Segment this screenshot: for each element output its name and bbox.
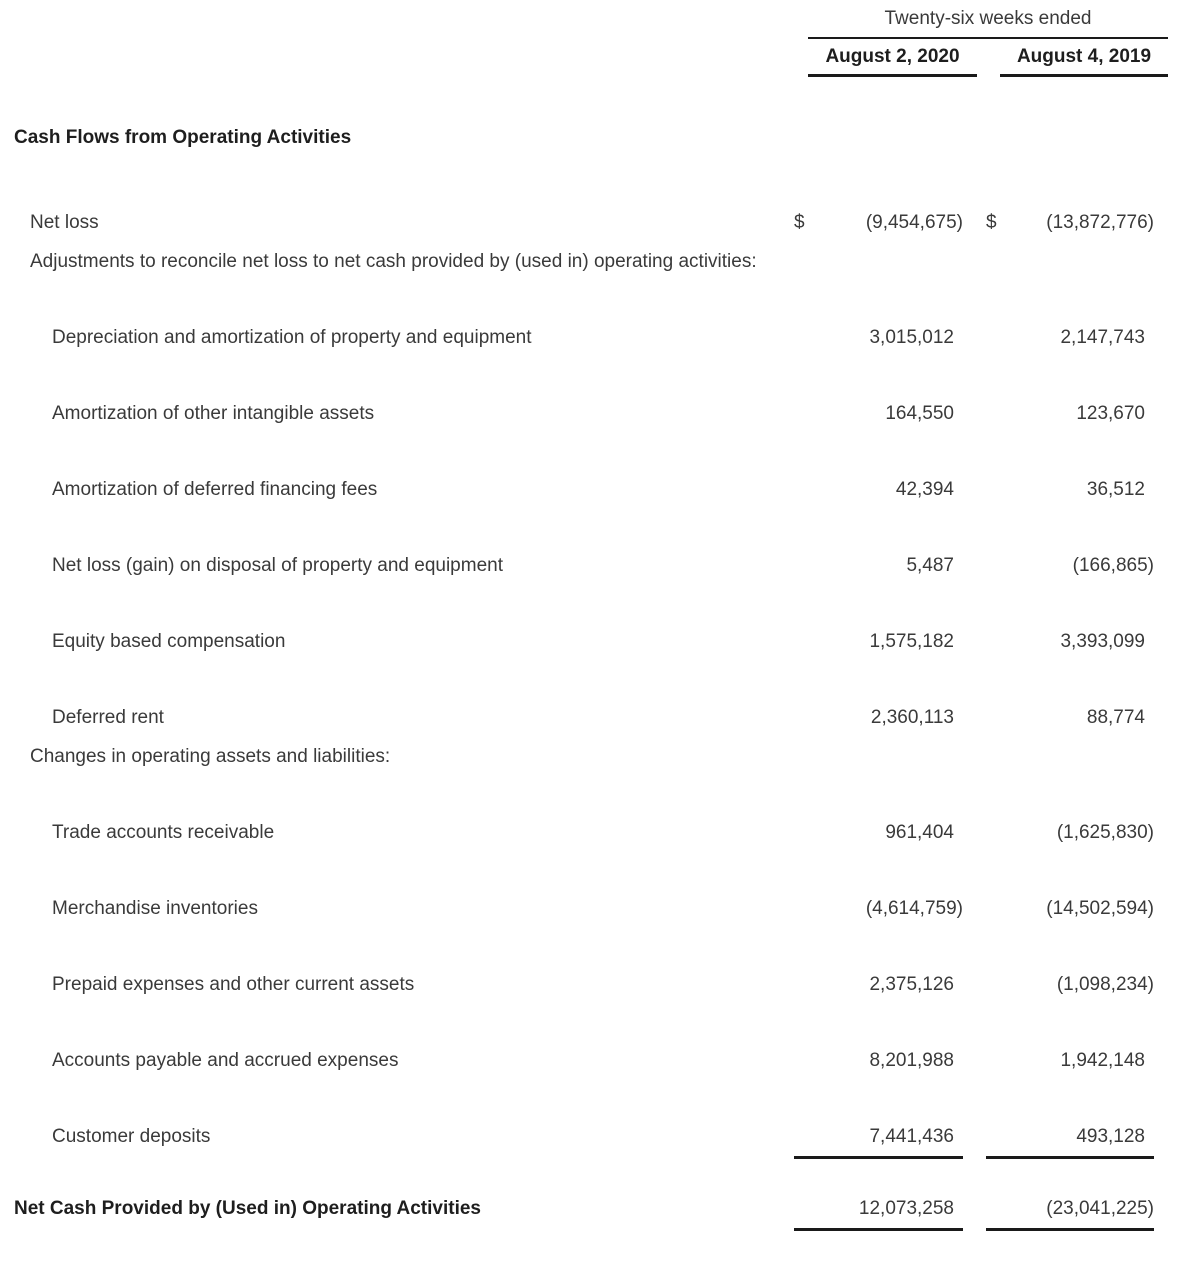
value-2020 (794, 1117, 963, 1159)
row-label: Equity based compensation (52, 631, 286, 652)
amount: 2,360,113 (870, 707, 954, 728)
value-2020 (794, 622, 963, 661)
amount: 36,512 (1086, 479, 1145, 500)
amount: 164,550 (885, 403, 954, 424)
amount: (14,502,594) (1046, 898, 1154, 919)
table-row-merchandise-inventories (14, 889, 1168, 928)
value-2020 (794, 813, 963, 852)
amount: 7,441,436 (869, 1126, 954, 1147)
period-header: Twenty-six weeks ended (808, 8, 1168, 39)
value-2019 (986, 318, 1154, 357)
value-2019 (986, 470, 1154, 509)
value-2020 (794, 1189, 963, 1231)
value-2020 (794, 394, 963, 433)
row-label: Changes in operating assets and liabilities: (30, 746, 391, 767)
value-2020 (794, 1041, 963, 1080)
table-row-customer-deposits (14, 1117, 1168, 1159)
table-row-net-loss (14, 203, 1168, 242)
row-label: Adjustments to reconcile net loss to net cash provided by (used in) operating activities: (30, 251, 757, 272)
row-label: Net loss (30, 212, 99, 233)
value-2020 (794, 203, 963, 242)
amount: (9,454,675) (865, 212, 963, 233)
table-row-net-loss-gain-disposal (14, 546, 1168, 585)
amount: (13,872,776) (1046, 212, 1154, 233)
row-label: Merchandise inventories (52, 898, 258, 919)
amount: (4,614,759) (865, 898, 963, 919)
table-row-prepaid-expenses (14, 965, 1168, 1004)
row-label: Customer deposits (52, 1126, 211, 1147)
value-2020 (794, 698, 963, 737)
amount: 5,487 (906, 555, 954, 576)
value-2019 (986, 546, 1154, 585)
table-row-depreciation (14, 318, 1168, 357)
value-2020 (794, 318, 963, 357)
column-header-aug-4-2019: August 4, 2019 (1000, 46, 1168, 77)
date-header-row (14, 46, 1168, 77)
value-2019 (986, 698, 1154, 737)
amount: 1,942,148 (1060, 1050, 1145, 1071)
value-2019 (986, 889, 1154, 928)
section-title-operating-activities: Cash Flows from Operating Activities (14, 127, 352, 148)
value-2019 (986, 965, 1154, 1004)
table-row-trade-accounts-receivable (14, 813, 1168, 852)
dollar-sign: $ (986, 212, 997, 233)
value-2019 (986, 622, 1154, 661)
amount: 88,774 (1086, 707, 1145, 728)
value-2020 (794, 470, 963, 509)
row-label: Depreciation and amortization of property and equipment (52, 327, 532, 348)
amount: (166,865) (1072, 555, 1154, 576)
amount: 961,404 (885, 822, 954, 843)
table-header (14, 8, 1168, 39)
amount: 123,670 (1076, 403, 1145, 424)
amount: (23,041,225) (1046, 1198, 1154, 1219)
amount: 2,147,743 (1060, 327, 1145, 348)
row-label: Prepaid expenses and other current assets (52, 974, 415, 995)
value-2019 (986, 1117, 1154, 1159)
amount: (1,098,234) (1056, 974, 1154, 995)
value-2019 (986, 1189, 1154, 1231)
amount: 1,575,182 (869, 631, 954, 652)
amount: 493,128 (1076, 1126, 1145, 1147)
row-label: Amortization of other intangible assets (52, 403, 375, 424)
row-label: Net Cash Provided by (Used in) Operating Activities (14, 1198, 482, 1219)
amount: (1,625,830) (1056, 822, 1154, 843)
table-row-adjustments-heading (14, 242, 1168, 281)
row-label: Net loss (gain) on disposal of property and equipment (52, 555, 503, 576)
table-row-accounts-payable (14, 1041, 1168, 1080)
amount: 8,201,988 (869, 1050, 954, 1071)
amount: 12,073,258 (858, 1198, 954, 1219)
table-row-net-cash-total (14, 1189, 1168, 1231)
table-row-equity-compensation (14, 622, 1168, 661)
table-row-deferred-rent (14, 698, 1168, 737)
amount: 3,393,099 (1060, 631, 1145, 652)
row-label: Accounts payable and accrued expenses (52, 1050, 399, 1071)
value-2020 (794, 546, 963, 585)
value-2019 (986, 394, 1154, 433)
value-2019 (986, 813, 1154, 852)
column-header-aug-2-2020: August 2, 2020 (808, 46, 977, 77)
amount: 3,015,012 (869, 327, 954, 348)
value-2019 (986, 203, 1154, 242)
row-label: Amortization of deferred financing fees (52, 479, 378, 500)
amount: 42,394 (895, 479, 954, 500)
table-row-amortization-intangibles (14, 394, 1168, 433)
row-label: Trade accounts receivable (52, 822, 275, 843)
dollar-sign: $ (794, 212, 805, 233)
value-2020 (794, 889, 963, 928)
value-2019 (986, 1041, 1154, 1080)
table-row-amortization-financing-fees (14, 470, 1168, 509)
amount: 2,375,126 (869, 974, 954, 995)
value-2020 (794, 965, 963, 1004)
row-label: Deferred rent (52, 707, 164, 728)
table-row-changes-heading (14, 737, 1168, 776)
